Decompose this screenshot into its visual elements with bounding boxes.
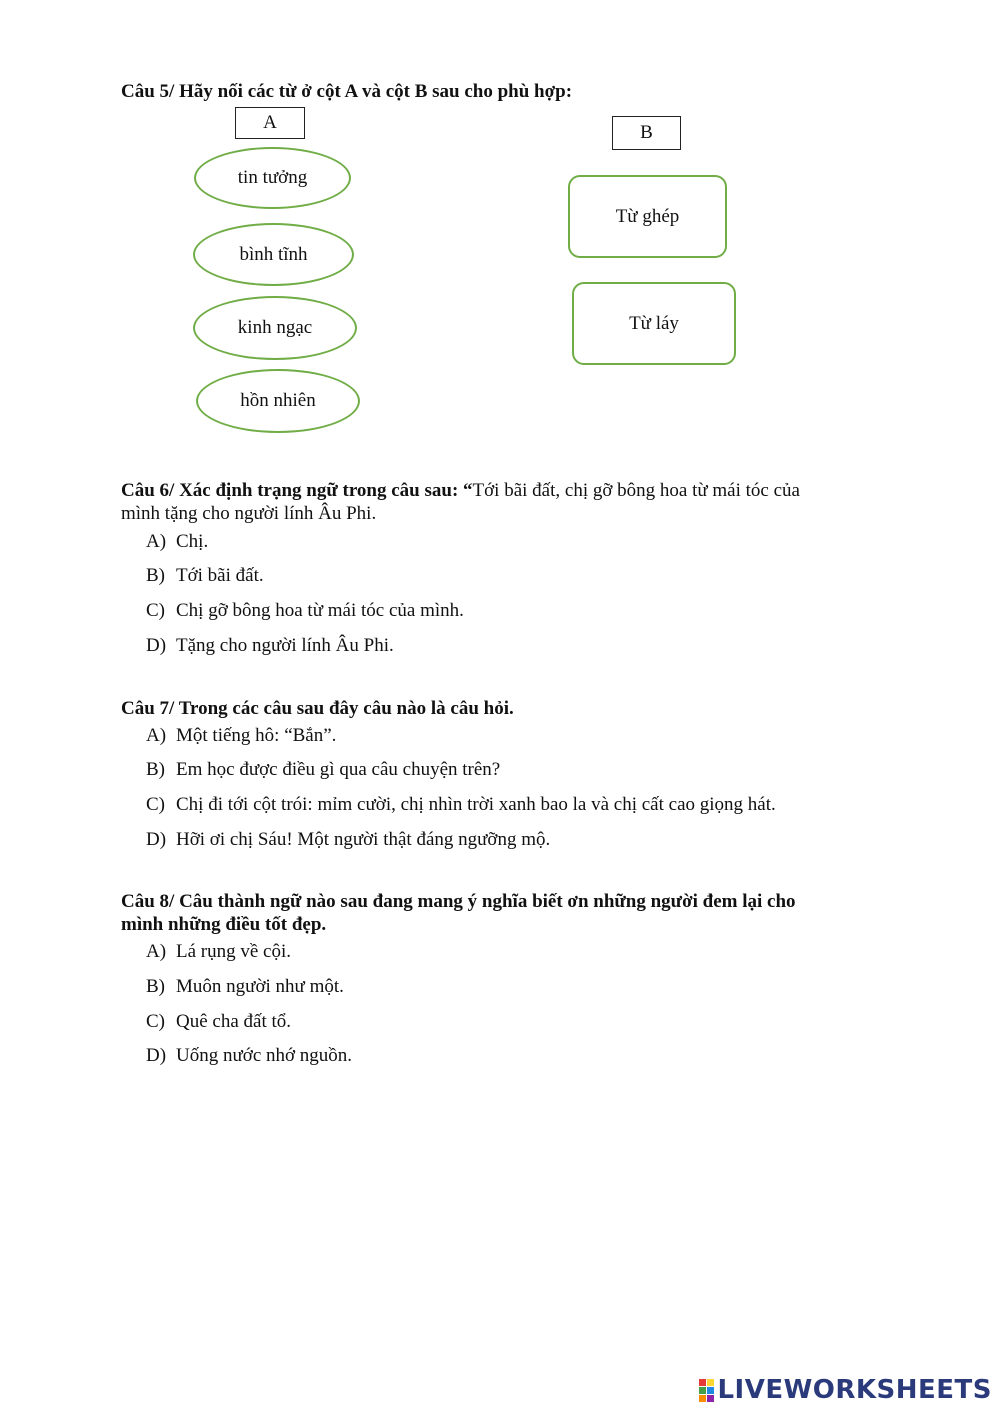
q8-option-d[interactable]: D) Uống nước nhớ nguồn. — [146, 1045, 353, 1066]
q7-option-c[interactable]: C) Chị đi tới cột trói: mỉm cười, chị nhìn trời xanh bao la và chị cất cao giọng hát. — [146, 794, 776, 815]
q8-title-line2: mình những điều tốt đẹp. — [121, 914, 327, 935]
q8-option-b[interactable]: B) Muôn người như một. — [146, 976, 344, 997]
q7-option-d[interactable]: D) Hỡi ơi chị Sáu! Một người thật đáng ngưỡng mộ. — [146, 829, 551, 850]
liveworksheets-logo — [699, 1375, 992, 1405]
q6-sentence-line2: mình tặng cho người lính Âu Phi. — [121, 503, 377, 524]
logo-grid-icon — [699, 1379, 714, 1402]
q5-title: Câu 5/ Hãy nối các từ ở cột A và cột B sau cho phù hợp: — [121, 81, 573, 102]
q8-title-line1: Câu 8/ Câu thành ngữ nào sau đang mang ý nghĩa biết ơn những người đem lại cho — [121, 891, 796, 912]
match-item-b-2[interactable]: Từ láy — [572, 282, 736, 365]
q8-option-c[interactable]: C) Quê cha đất tổ. — [146, 1011, 292, 1032]
match-item-b-1[interactable]: Từ ghép — [568, 175, 727, 258]
q6-option-b[interactable]: B) Tới bãi đất. — [146, 565, 264, 586]
column-b-header: B — [612, 116, 681, 150]
q8-option-a[interactable]: A) Lá rụng về cội. — [146, 941, 292, 962]
match-item-a-2[interactable]: bình tĩnh — [193, 223, 354, 286]
logo-text: LIVEWORKSHEETS — [717, 1375, 992, 1405]
column-a-header: A — [235, 107, 305, 139]
q7-option-b[interactable]: B) Em học được điều gì qua câu chuyện trên? — [146, 759, 501, 780]
q6-option-d[interactable]: D) Tặng cho người lính Âu Phi. — [146, 635, 394, 656]
match-item-a-1[interactable]: tin tưởng — [194, 147, 351, 209]
q7-option-a[interactable]: A) Một tiếng hô: “Bắn”. — [146, 725, 337, 746]
q6-option-c[interactable]: C) Chị gỡ bông hoa từ mái tóc của mình. — [146, 600, 464, 621]
q6-question — [121, 479, 861, 525]
q6-title: Câu 6/ Xác định trạng ngữ trong câu sau: “ — [121, 480, 473, 501]
match-item-a-3[interactable]: kinh ngạc — [193, 296, 357, 360]
q7-title: Câu 7/ Trong các câu sau đây câu nào là câu hỏi. — [121, 698, 514, 719]
q6-option-a[interactable]: A) Chị. — [146, 531, 209, 552]
match-item-a-4[interactable]: hồn nhiên — [196, 369, 360, 433]
q8-title — [121, 890, 861, 936]
q6-sentence-line1: Tới bãi đất, chị gỡ bông hoa từ mái tóc của — [472, 480, 800, 501]
